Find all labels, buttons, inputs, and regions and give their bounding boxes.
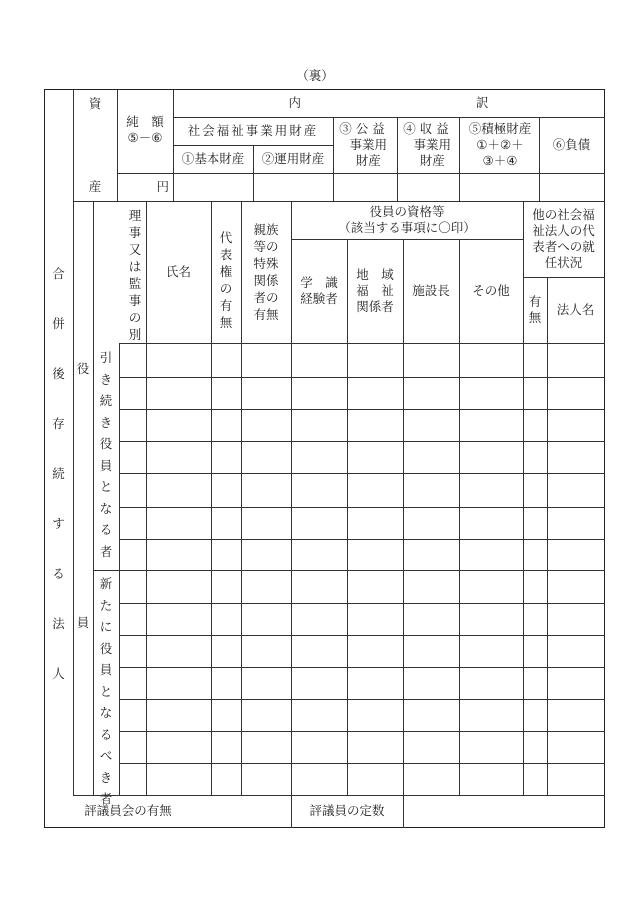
basic-property: ①基本財産 <box>181 151 245 166</box>
grid-line <box>93 570 605 571</box>
grid-line <box>119 539 605 540</box>
grid-line <box>333 117 334 202</box>
qualification-academic: 学 識 経験者 <box>300 275 338 306</box>
grid-line <box>119 699 605 700</box>
officers-label-bottom: 員 <box>76 615 90 630</box>
other-corp-exists: 有 無 <box>528 294 542 325</box>
operating-property: ②運用財産 <box>261 151 325 166</box>
qualification-header: 役員の資格等 （該当する事項に〇印） <box>338 204 476 235</box>
net-amount-label: 純 額 ⑤－⑥ <box>126 114 164 145</box>
grid-line <box>119 667 605 668</box>
councilors-number-label: 評議員の定数 <box>309 803 385 818</box>
grid-line <box>119 731 605 732</box>
social-welfare-property: 社会福祉事業用財産 <box>187 123 319 138</box>
grid-line <box>119 763 605 764</box>
grid-line <box>119 507 605 508</box>
liabilities: ⑥負債 <box>552 137 591 152</box>
merger-form-table <box>44 89 604 827</box>
relatives-column-header: 親族 等の 特殊 関係 者の 有無 <box>253 222 279 322</box>
name-column-header: 氏名 <box>165 264 191 279</box>
representative-column-header: 代 表 権 の 有 無 <box>219 230 233 330</box>
councilors-presence-label: 評議員会の有無 <box>84 803 172 818</box>
net-amount-yen: 円 <box>156 179 169 194</box>
grid-line <box>117 173 605 174</box>
revenue-property: ④ 収 益 事業用 財産 <box>403 121 452 168</box>
councilors-number-value[interactable] <box>403 795 604 827</box>
role-column-header: 理 事 又 は 監 事 の 別 <box>128 208 142 342</box>
grid-line <box>119 635 605 636</box>
assets-label-top: 資 <box>88 96 102 111</box>
officers-label-top: 役 <box>76 361 90 376</box>
new-officers-label: 新 た に 役 員 と な る べ き 者 <box>99 576 113 806</box>
qualification-regional-welfare: 地 域 福 祉 関係者 <box>356 267 394 314</box>
surviving-corporation-label: 合 併 後 存 続 す る 法 人 <box>52 266 65 681</box>
grid-line <box>547 277 548 796</box>
grid-line <box>44 827 605 828</box>
grid-line <box>119 409 605 410</box>
grid-line <box>397 117 398 202</box>
councilors-presence-value[interactable] <box>183 795 291 827</box>
other-corp-name: 法人名 <box>556 302 595 317</box>
breakdown-header: 内 訳 <box>288 95 489 110</box>
qualification-facility-director: 施設長 <box>412 283 450 298</box>
grid-line <box>119 343 605 344</box>
other-corp-header: 他の社会福 祉法人の代 表者への就 任状況 <box>532 207 595 270</box>
grid-line <box>119 473 605 474</box>
assets-label-bottom: 産 <box>88 179 102 194</box>
continuing-officers-label: 引 き 続 き 役 員 と な る 者 <box>99 350 113 559</box>
public-interest-property: ③ 公 益 事業用 財産 <box>339 121 388 168</box>
grid-line <box>119 377 605 378</box>
grid-line <box>459 117 460 202</box>
grid-line <box>119 603 605 604</box>
qualification-other: その他 <box>472 283 510 298</box>
positive-property: ⑤積極財産 ①＋②＋ ③＋④ <box>468 121 532 168</box>
grid-line <box>604 89 605 828</box>
grid-line <box>119 441 605 442</box>
page-title: （裏） <box>296 68 334 83</box>
